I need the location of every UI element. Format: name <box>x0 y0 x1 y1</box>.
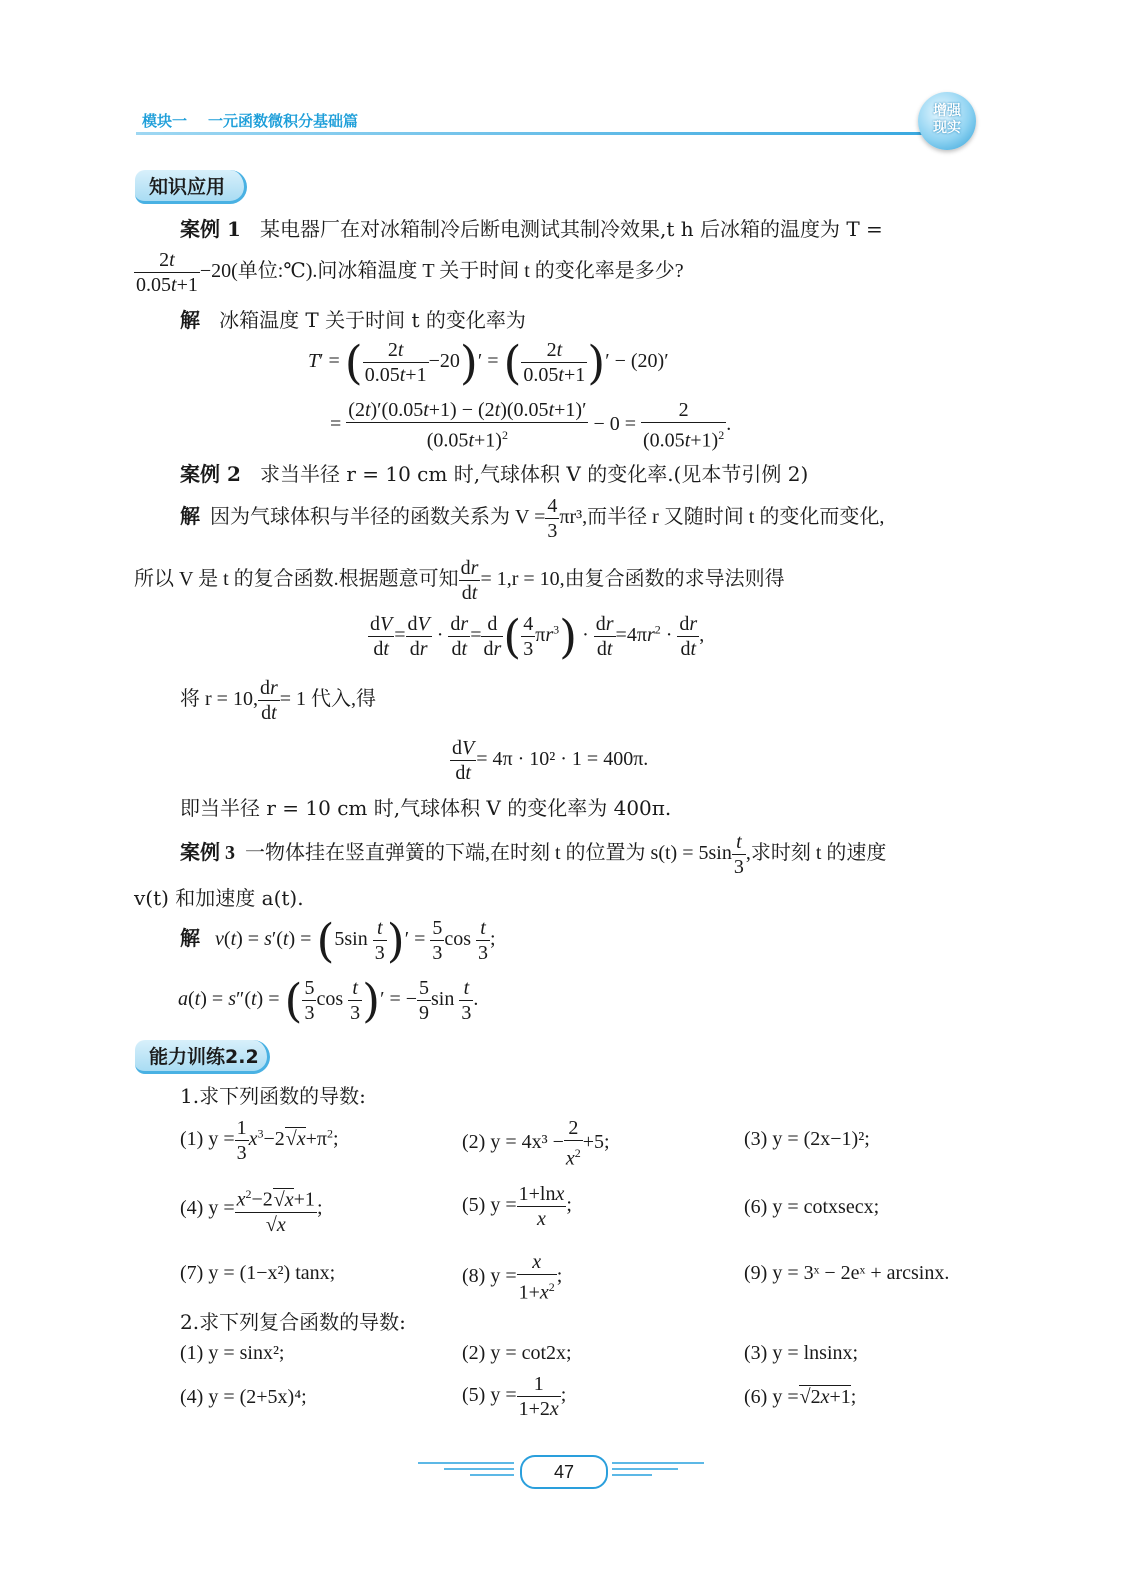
ex1-item-9: (9) y = 3ˣ − 2eˣ + arcsinx. <box>744 1262 950 1284</box>
ex2-item-6: (6) y =√2x+1; <box>744 1386 857 1408</box>
ex1-item-4: (4) y = $\frac{x^2-2√x+1}{√x}$ ; <box>180 1182 323 1237</box>
ex1-item-8-label: (8) y = <box>462 1264 517 1287</box>
case1-derivation-line1: T′ = ( $\frac{2t}{0.05t+1}$ −20)′ = ( $\frac{2t}{0.05t+1}$ )′ − (20)′ <box>308 335 669 390</box>
footer-deco-left-1 <box>418 1462 514 1464</box>
ex1-item-8: (8) y = $\frac{x}{1+x^2}$ ; <box>462 1251 563 1304</box>
footer-deco-right-2 <box>612 1468 678 1470</box>
case2-line2-b: = 1,r = 10,由复合函数的求导法则得 <box>480 568 785 591</box>
ex2-item-1: (1) y = sinx²; <box>180 1342 285 1364</box>
case1-formula-line <box>134 248 684 297</box>
case2-sol-text: 因为气球体积与半径的函数关系为 V = <box>210 506 546 529</box>
case1-text: 某电器厂在对冰箱制冷后断电测试其制冷效果,t h 后冰箱的温度为 T = <box>259 217 883 241</box>
badge-line-1: 增强 <box>933 103 961 119</box>
footer-deco-right-1 <box>612 1462 704 1464</box>
case3-line2: v(t) 和加速度 a(t). <box>134 886 304 910</box>
case3-velocity: 解 v(t) = s′(t) = (5sin $\frac{t}{3}$ )′ = $\frac{5}{3}$ cos $\frac{t}{3}$ ; <box>180 913 496 968</box>
case2-result-eq: = 4π · 10² · 1 = 400π. <box>476 748 649 771</box>
case2-result: $\frac{dV}{dt}$ = 4π · 10² · 1 = 400π. <box>452 737 649 784</box>
case1-statement <box>180 215 883 243</box>
case2-chain-rule: $\frac{dV}{dt}$ = $\frac{dV}{dr}$ · $\frac{dr}{dt}$ = $\frac{d}{dr}$ ( $\frac{4}{3}$ $\pi r^3$) · $\frac{dr}{dt}$ $=4\pi r^2$ · $\frac{dr}{dt}$ , <box>370 609 705 664</box>
case2-solution-line1: 解 因为气球体积与半径的函数关系为 V = $\frac{4}{3}$ πr³,而半径 r 又随时间 t 的变化而变化, <box>180 495 885 542</box>
case2-line2-a: 所以 V 是 t 的复合函数.根据题意可知 <box>134 568 459 591</box>
chapter-title: 一元函数微积分基础篇 <box>208 112 359 130</box>
ex1-item-5: (5) y = $\frac{1+\ln x}{x}$ ; <box>462 1183 572 1230</box>
case3-statement: 案例 3 一物体挂在竖直弹簧的下端,在时刻 t 的位置为 s(t) = 5sin $\frac{t}{3}$ ,求时刻 t 的速度 <box>180 831 887 878</box>
case1-sol-label: 解 <box>180 308 200 332</box>
case3-label: 案例 3 <box>180 842 235 865</box>
page-number: 47 <box>520 1455 608 1489</box>
case1-sol-text: 冰箱温度 T 关于时间 t 的变化率为 <box>219 308 526 332</box>
ex1-item-4-label: (4) y = <box>180 1196 235 1219</box>
ex2-item-3: (3) y = lnsinx; <box>744 1342 859 1364</box>
case1-derivation-line2: = $\frac{(2t)'(0.05t+1) - (2t)(0.05t+1)'}{(0.05t+1)^2}$ − 0 = $\frac{2}{(0.05t+1)^2}$ . <box>330 399 732 452</box>
ex2-item-6-label: (6) y = <box>744 1386 799 1408</box>
case2-substitution: 将 r = 10, $\frac{dr}{dt}$ = 1 代入,得 <box>180 677 377 724</box>
ar-badge-icon[interactable] <box>918 92 976 150</box>
footer-deco-right-3 <box>612 1474 652 1476</box>
case1-text2: −20(单位:℃).问冰箱温度 T 关于时间 t 的变化率是多少? <box>199 260 684 283</box>
case2-sub-b: = 1 代入,得 <box>279 688 377 711</box>
ex1-item-5-label: (5) y = <box>462 1194 517 1217</box>
ex2-item-5: (5) y = $\frac{1}{1+2x}$ ; <box>462 1373 567 1420</box>
case2-conclusion: 即当半径 r = 10 cm 时,气球体积 V 的变化率为 400π. <box>180 796 672 820</box>
ex1-item-2: (2) y = 4x³ − $\frac{2}{x^2}$ +5; <box>462 1117 610 1170</box>
case2-sol-text-b: πr³,而半径 r 又随时间 t 的变化而变化, <box>559 506 885 529</box>
ex1-item-2-label: (2) y = 4x³ − <box>462 1130 564 1153</box>
badge-line-2: 现实 <box>933 120 961 136</box>
ex2-item-5-label: (5) y = <box>462 1384 517 1407</box>
ex1-item-6: (6) y = cotxsecx; <box>744 1196 880 1218</box>
case3-text-b: ,求时刻 t 的速度 <box>745 842 887 865</box>
case1-solution-intro <box>180 306 526 334</box>
footer-deco-left-3 <box>470 1474 514 1476</box>
header-rule <box>136 132 926 135</box>
case2-sol-label: 解 <box>180 506 200 529</box>
exercise-1-title: 1.求下列函数的导数: <box>180 1084 366 1108</box>
case1-temp-fraction: $\frac{2t}{0.05t+1}$ <box>136 249 198 296</box>
section-tab-training: 能力训练2.2 <box>135 1040 270 1074</box>
case2-text: 求当半径 r = 10 cm 时,气球体积 V 的变化率.(见本节引例 2) <box>259 462 809 486</box>
ex1-item-7: (7) y = (1−x²) tanx; <box>180 1262 336 1284</box>
case2-label: 案例 2 <box>180 462 241 486</box>
ex2-item-4: (4) y = (2+5x)⁴; <box>180 1386 307 1408</box>
case3-acceleration: a(t) = s″(t) = ( $\frac{5}{3}$ cos $\frac{t}{3}$ )′ = − $\frac{5}{9}$ sin $\frac{t}{3}$ . <box>178 973 479 1028</box>
ex1-item-1-label: (1) y = <box>180 1128 235 1151</box>
case2-solution-line2: 所以 V 是 t 的复合函数.根据题意可知 $\frac{dr}{dt}$ = 1,r = 10,由复合函数的求导法则得 <box>134 557 785 604</box>
section-tab-knowledge: 知识应用 <box>135 170 247 204</box>
ex1-item-1: (1) y = $\frac{1}{3}$ $x^3-2√x+\pi^2$; <box>180 1117 339 1164</box>
case3-text: 一物体挂在竖直弹簧的下端,在时刻 t 的位置为 s(t) = 5sin <box>245 842 732 865</box>
case2-statement <box>180 460 808 488</box>
case3-sol-label: 解 <box>180 928 200 951</box>
case2-sub-a: 将 r = 10, <box>180 688 258 711</box>
ex1-item-3: (3) y = (2x−1)²; <box>744 1128 870 1150</box>
exercise-2-title: 2.求下列复合函数的导数: <box>180 1310 406 1334</box>
footer-deco-left-2 <box>444 1468 514 1470</box>
ex2-item-2: (2) y = cot2x; <box>462 1342 572 1364</box>
module-label: 模块一 <box>142 112 188 130</box>
case1-label: 案例 1 <box>180 217 241 241</box>
